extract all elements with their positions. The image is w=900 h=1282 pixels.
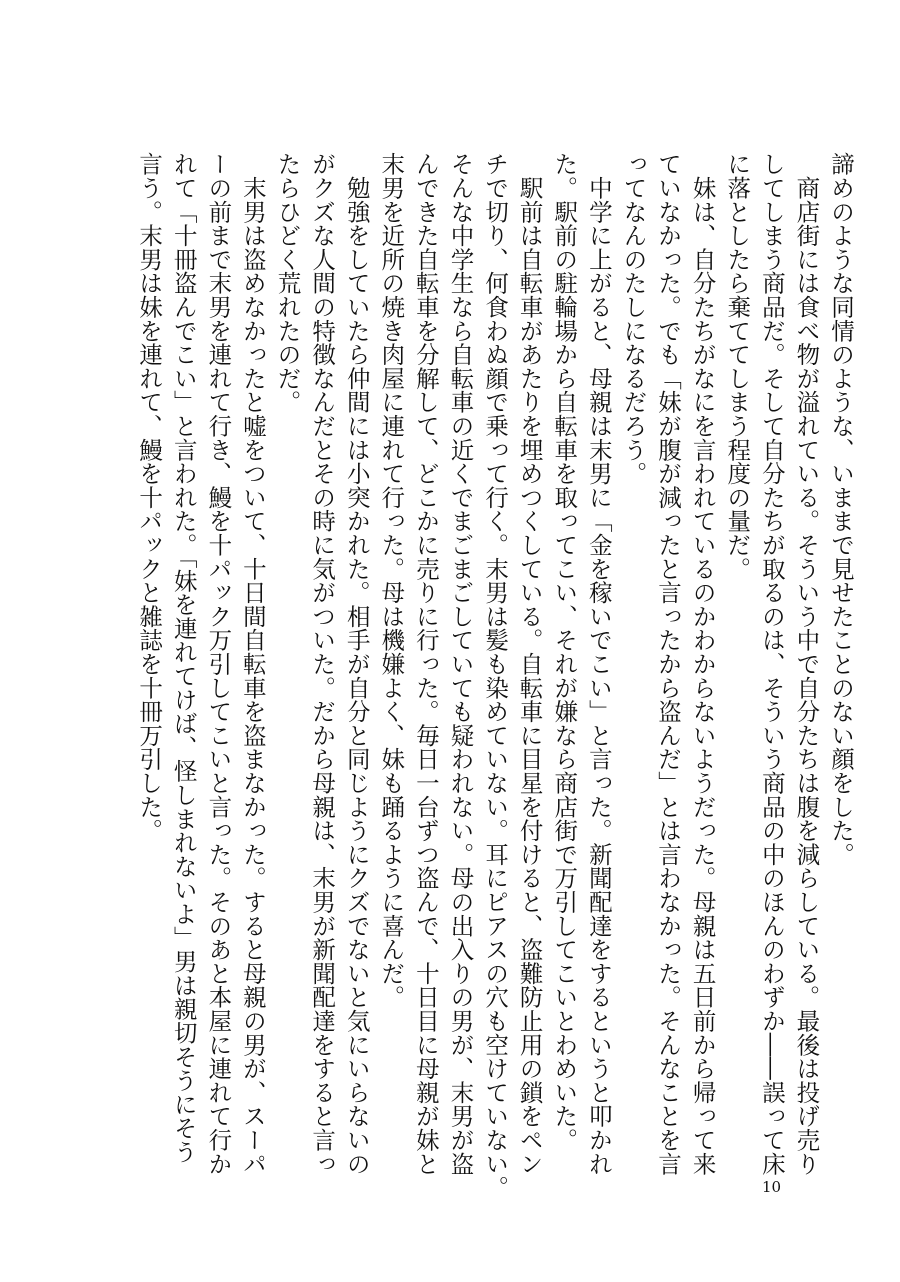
text-line: してしまう商品だ。そして自分たちが取るのは、そういう商品の中のほんのわずか――誤って床 [757,152,786,1176]
text-line: 末男を近所の焼き肉屋に連れて行った。母は機嫌よく、妹も踊るように喜んだ。 [377,152,406,1009]
text-line: 駅前は自転車があたりを埋めつくしている。自転車に目星を付けると、盗難防止用の鎖をペン [515,152,544,1176]
text-line: 勉強をしていたら仲間には小突かれた。相手が自分と同じようにクズでないと気にいらないの [342,152,371,1176]
text-line: れて「十冊盗んでこい」と言われた。「妹を連れてけば、怪しまれないよ」男は親切そうにそう [169,152,198,1164]
text-line: んできた自転車を分解して、どこかに売りに行った。毎日一台ずつ盗んで、十日目に母親が妹と [411,152,440,1176]
text-line: チで切り、何食わぬ顔で乗って行く。末男は髪も染めていない。耳にピアスの穴も空けていない。 [481,152,510,1200]
text-line: 諦めのような同情のような、いままで見せたことのない顔をした。 [827,152,855,866]
text-line: 末男は盗めなかったと嘘をついて、十日間自転車を盗まなかった。すると母親の男が、スーパ [238,152,267,1176]
text-line: ーの前まで末男を連れて行き、鰻を十パック万引してこいと言った。そのあと本屋に連れて行か [204,152,233,1176]
text-line: 中学に上がると、母親は末男に「金を稼いでこい」と言った。新聞配達をするというと叩かれ [584,152,613,1176]
text-line: 妹は、自分たちがなにを言われているのかわからないようだった。母親は五日前から帰って来 [688,152,717,1176]
text-line: ってなんのたしになるだろう。 [619,152,648,486]
text-line: がクズな人間の特徴なんだとその時に気がついた。だから母親は、末男が新聞配達をすると言っ [308,152,337,1176]
text-line: た。駅前の駐輪場から自転車を取ってこい、それが嫌なら商店街で万引してこいとわめいた。 [550,152,579,1152]
text-line: 言う。末男は妹を連れて、鰻を十パックと雑誌を十冊万引した。 [135,152,164,843]
text-line: 商店街には食べ物が溢れている。そういう中で自分たちは腹を減らしている。最後は投げ売り [792,152,821,1176]
text-line: そんな中学生なら自転車の近くでまごまごしていても疑われない。母の出入りの男が、末男が盗 [446,152,475,1176]
text-line: ていなかった。でも「妹が腹が減ったと言ったから盗んだ」とは言わなかった。そんなことを言 [654,152,683,1176]
text-line: たらひどく荒れたのだ。 [273,152,302,414]
text-line: に落としたら棄ててしまう程度の量だ。 [723,152,752,581]
page-number: 10 [762,1178,782,1196]
